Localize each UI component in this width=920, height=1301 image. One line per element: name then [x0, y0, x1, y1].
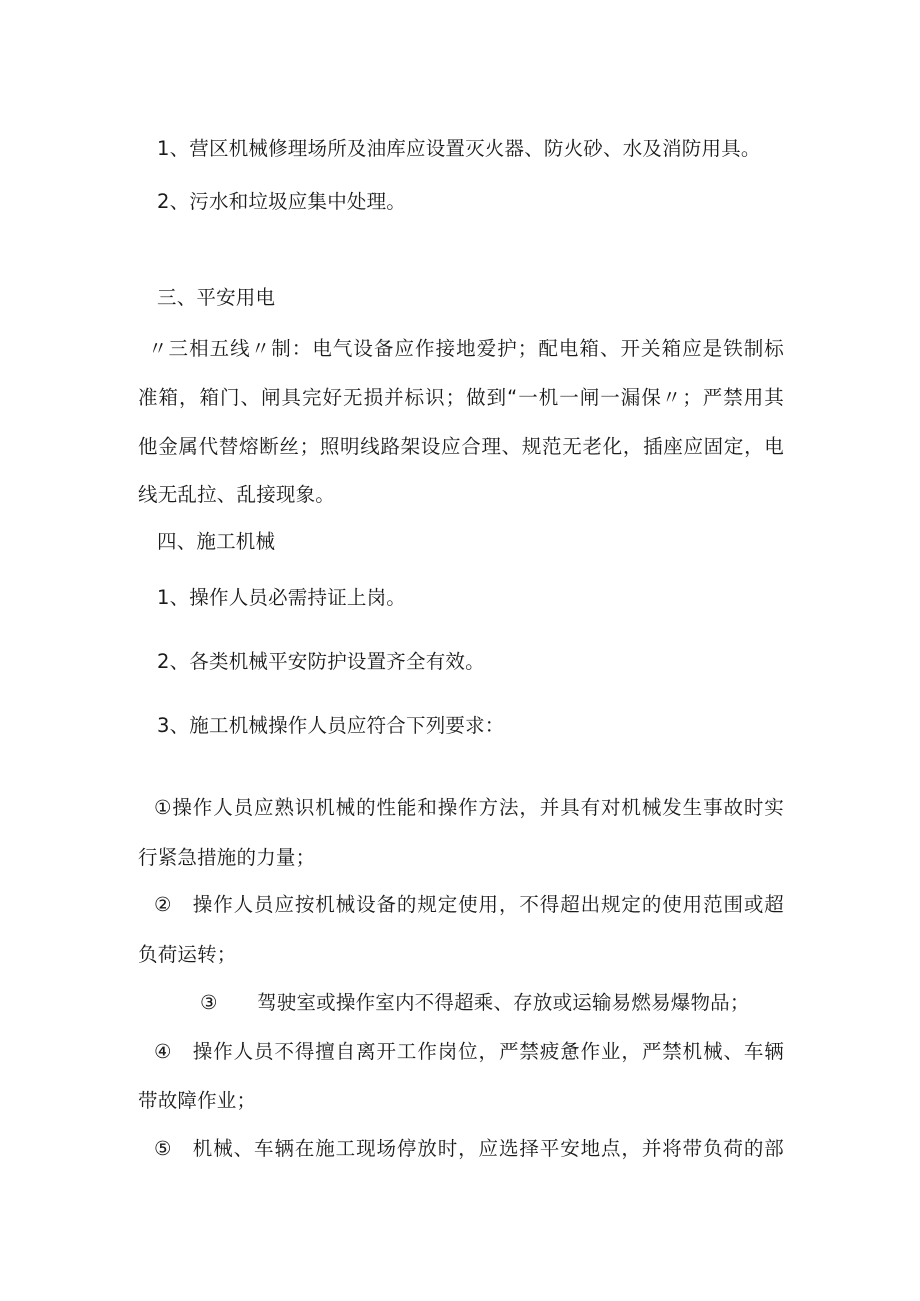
item-protection-devices: 2、各类机械平安防护设置齐全有效。 — [157, 650, 485, 673]
item-certified-operators: 1、操作人员必需持证上岗。 — [157, 586, 407, 609]
requirement-1: ①操作人员应熟识机械的性能和操作方法，并具有对机械发生事故时实 — [154, 796, 784, 819]
paragraph-line: 〃三相五线〃制：电气设备应作接地爱护；配电箱、开关箱应是铁制标 — [148, 337, 784, 360]
requirement-5: ⑤ 机械、车辆在施工现场停放时，应选择平安地点，并将带负荷的部 — [154, 1137, 784, 1160]
requirement-3: ③ 驾驶室或操作室内不得超乘、存放或运输易燃易爆物品； — [200, 991, 750, 1014]
heading-safe-electricity: 三、平安用电 — [157, 286, 276, 309]
requirement-4: ④ 操作人员不得擅自离开工作岗位，严禁疲惫作业，严禁机械、车辆 — [154, 1040, 784, 1063]
heading-construction-machinery: 四、施工机械 — [157, 530, 276, 553]
requirement-1-cont: 行紧急措施的力量； — [138, 846, 316, 869]
item-waste-treatment: 2、污水和垃圾应集中处理。 — [157, 190, 407, 213]
item-fire-equipment: 1、营区机械修理场所及油库应设置灭火器、防火砂、水及消防用具。 — [157, 137, 761, 160]
requirement-2: ② 操作人员应按机械设备的规定使用，不得超出规定的使用范围或超 — [154, 893, 784, 916]
requirement-2-cont: 负荷运转； — [138, 943, 237, 966]
item-operator-requirements: 3、施工机械操作人员应符合下列要求： — [157, 714, 505, 737]
paragraph-line: 他金属代替熔断丝；照明线路架设应合理、规范无老化，插座应固定，电 — [138, 435, 784, 458]
requirement-4-cont: 带故障作业； — [138, 1089, 257, 1112]
paragraph-line: 准箱，箱门、闸具完好无损并标识；做到“一机一闸一漏保〃；严禁用其 — [138, 386, 784, 409]
paragraph-line: 线无乱拉、乱接现象。 — [138, 483, 336, 506]
